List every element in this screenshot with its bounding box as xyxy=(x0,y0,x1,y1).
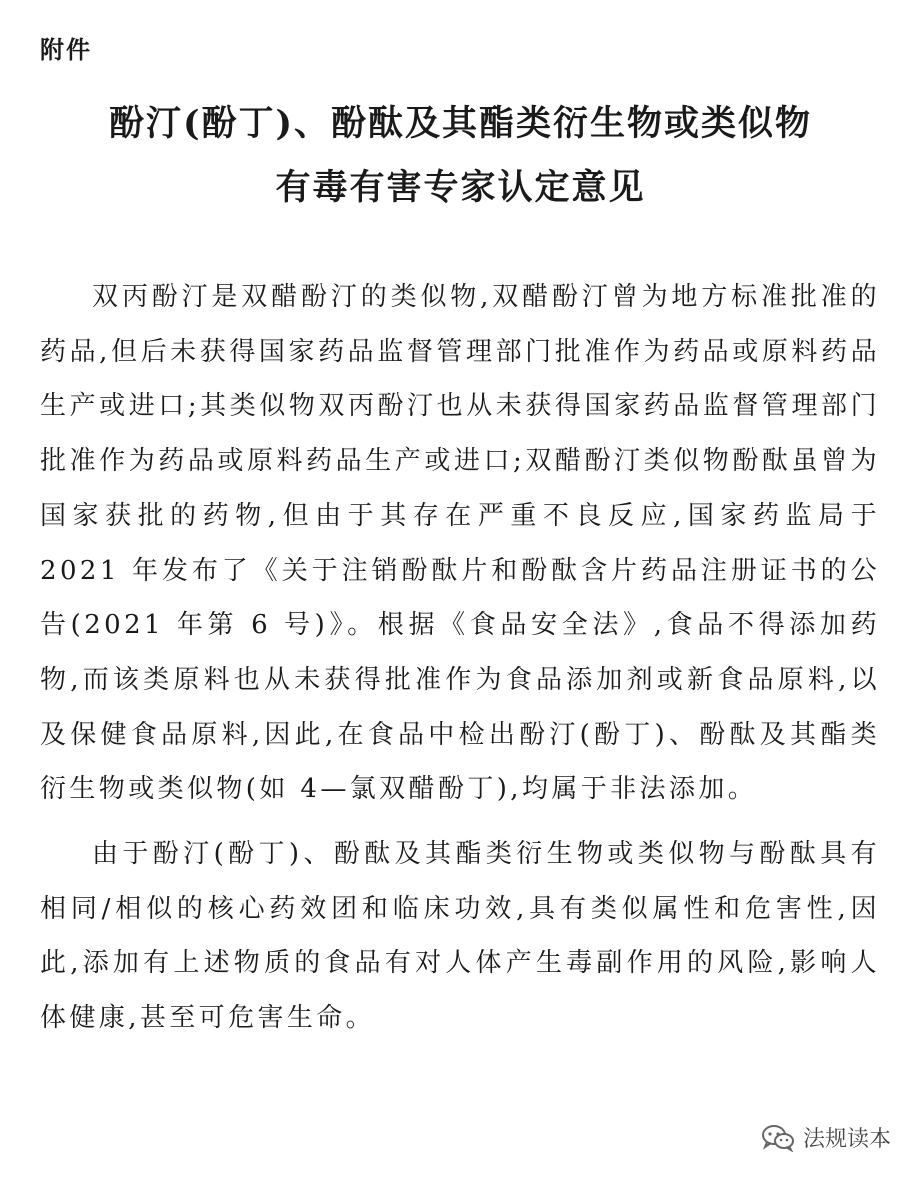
watermark-text: 法规读本 xyxy=(802,1127,891,1152)
wechat-icon xyxy=(761,1124,795,1152)
document-title xyxy=(0,92,921,220)
paragraph-2: 由于酚汀(酚丁)、酚酞及其酯类衍生物或类似物与酚酞具有相同/相似的核心药效团和临床功效,具有类似属性和危害性,因此,添加有上述物质的食品有对人体产生毒副作用的风险,影响人体健康,甚至可危害生命。 xyxy=(40,839,880,1034)
title-line-2: 有毒有害专家认定意见 xyxy=(275,167,646,208)
watermark xyxy=(761,1122,891,1153)
attachment-label: 附件 xyxy=(40,36,92,64)
paragraph-1: 双丙酚汀是双醋酚汀的类似物,双醋酚汀曾为地方标准批准的药品,但后未获得国家药品监督管理部门批准作为药品或原料药品生产或进口;其类似物双丙酚汀也从未获得国家药品监督管理部门批准作为药品或原料药品生产或进口;双醋酚汀类似物酚酞虽曾为国家获批的药物,但由于其存在严重不良反应,国家药监局于 2021 年发布了《关于注销酚酞片和酚酞含片药品注册证书的公告(2021 年第 6 号)》。根据《食品安全法》,食品不得添加药物,而该类原料也从未获得批准作为食品添加剂或新食品原料,以及保健食品原料,因此,在食品中检出酚汀(酚丁)、酚酞及其酯类衍生物或类似物(如 4—氯双醋酚丁),均属于非法添加。 xyxy=(40,282,880,805)
document-body xyxy=(40,270,880,1056)
title-line-1: 酚汀(酚丁)、酚酞及其酯类衍生物或类似物 xyxy=(108,103,813,144)
